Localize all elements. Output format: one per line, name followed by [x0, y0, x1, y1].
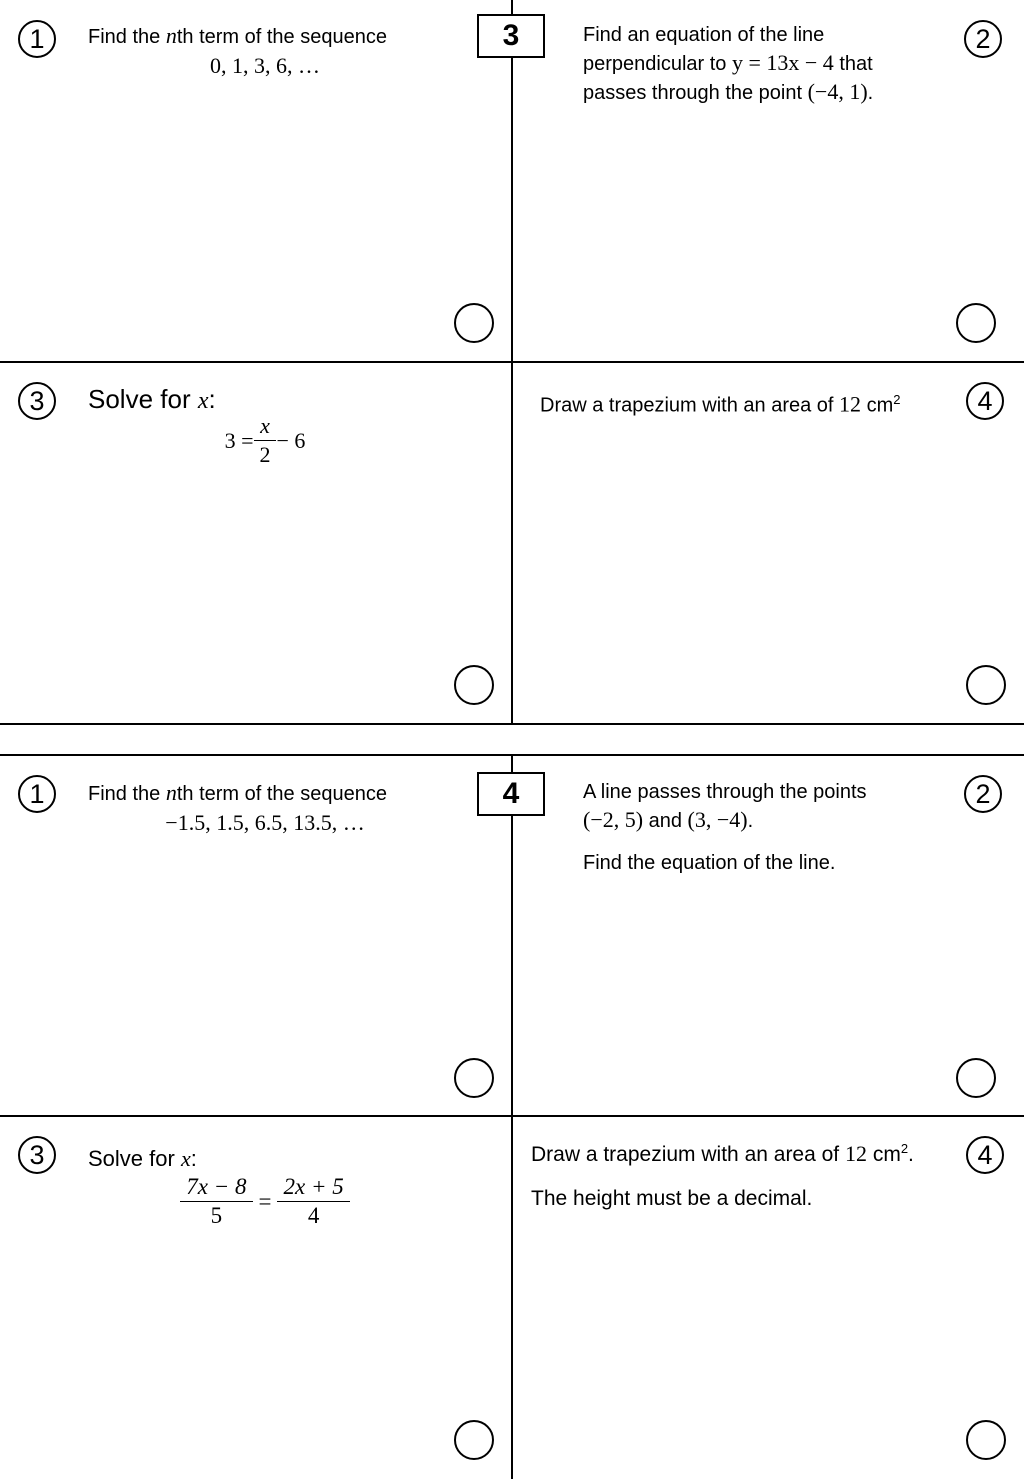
question-3-label [88, 1145, 197, 1172]
q1-text-b: th term of the sequence [176, 26, 387, 48]
question-number-1 [18, 775, 56, 813]
q4-area-value: 12 [844, 1141, 867, 1166]
question-4-text [531, 1135, 914, 1212]
q2-point-1: (−2, 5) [583, 807, 644, 832]
answer-circle-q1[interactable] [454, 303, 494, 343]
q2-line-2 [583, 49, 873, 78]
q4-unit: cm [861, 394, 894, 417]
divider-set-b-vertical [511, 755, 513, 1479]
answer-circle-q2[interactable] [956, 303, 996, 343]
question-1-text [88, 22, 387, 51]
question-number-label: 3 [29, 385, 45, 416]
q3-label-pre: Solve for [88, 1146, 181, 1171]
q2-line-2-post: that [833, 53, 873, 75]
question-number-2 [964, 20, 1002, 58]
q3-fraction-den: 2 [259, 442, 271, 467]
question-number-3 [18, 1136, 56, 1174]
q3-lhs: 3 = [224, 427, 254, 453]
q2-line-2 [583, 806, 867, 835]
q3-fraction-right [277, 1174, 349, 1229]
question-number-label: 4 [977, 1139, 993, 1170]
question-1-text [88, 779, 387, 808]
q4-unit-exponent: 2 [893, 392, 901, 407]
q2-line-1: Find an equation of the line [583, 24, 825, 46]
divider-set-a-vertical [511, 0, 513, 724]
answer-circle-q2[interactable] [956, 1058, 996, 1098]
set-number: 4 [502, 777, 520, 810]
q1-text-a: Find the [88, 26, 166, 48]
question-number-label: 1 [29, 23, 45, 54]
q4-unit: cm [866, 1143, 901, 1166]
question-4-text [540, 386, 900, 420]
answer-circle-q4[interactable] [966, 665, 1006, 705]
q1-text-a: Find the [88, 783, 166, 805]
q3-fraction [254, 413, 277, 468]
q2-line-3: Find the equation of the line. [583, 852, 836, 874]
q3-var: x [180, 1146, 191, 1171]
question-3-equation [190, 413, 340, 468]
q3-label-post: : [208, 384, 216, 414]
q2-line-3-point: (−4, 1) [807, 79, 868, 104]
q1-var: n [165, 780, 177, 805]
q3-left-num: 7x − 8 [180, 1174, 252, 1202]
q4-text-post: . [908, 1143, 914, 1166]
q2-line-1: A line passes through the points [583, 781, 867, 803]
q2-line-2-pre: perpendicular to [583, 53, 732, 75]
q3-equals: = [258, 1188, 272, 1214]
q3-left-den: 5 [210, 1203, 223, 1228]
question-number-label: 1 [29, 778, 45, 809]
question-3-equation [150, 1174, 380, 1229]
q3-var: x [197, 388, 209, 414]
answer-circle-q3[interactable] [454, 665, 494, 705]
q4-text: Draw a trapezium with an area of [531, 1143, 845, 1166]
q4-area-value: 12 [839, 391, 862, 417]
question-number-4 [966, 382, 1004, 420]
question-number-label: 2 [975, 778, 991, 809]
q2-line-3-post: . [867, 82, 874, 104]
question-number-2 [964, 775, 1002, 813]
q1-text-b: th term of the sequence [176, 783, 387, 805]
set-number-box [477, 14, 545, 58]
q2-line-3-pre: passes through the point [583, 82, 808, 104]
question-2-text [583, 22, 873, 107]
question-number-label: 2 [975, 23, 991, 54]
q3-right-num: 2x + 5 [277, 1174, 349, 1202]
question-number-4 [966, 1136, 1004, 1174]
answer-circle-q3[interactable] [454, 1420, 494, 1460]
q1-var: n [165, 23, 177, 48]
question-number-label: 3 [29, 1139, 45, 1170]
q3-rhs: − 6 [276, 427, 306, 453]
q2-point-2: (3, −4) [687, 807, 748, 832]
question-number-1 [18, 20, 56, 58]
q4-line-2: The height must be a decimal. [531, 1187, 813, 1210]
question-1-sequence: 0, 1, 3, 6, … [210, 53, 320, 78]
q3-label-pre: Solve for [88, 384, 198, 414]
question-number-label: 4 [977, 385, 993, 416]
question-number-3 [18, 382, 56, 420]
q4-unit-exponent: 2 [900, 1141, 909, 1156]
question-3-label [88, 386, 216, 415]
question-1-sequence: −1.5, 1.5, 6.5, 13.5, … [165, 810, 365, 835]
q4-text: Draw a trapezium with an area of [540, 394, 840, 417]
q2-line-3 [583, 78, 873, 107]
answer-circle-q4[interactable] [966, 1420, 1006, 1460]
question-2-text [583, 779, 867, 877]
q3-fraction-left [180, 1174, 252, 1229]
set-number: 3 [502, 19, 520, 52]
q2-line-2-equation: y = 13x − 4 [731, 50, 834, 75]
q2-and: and [643, 810, 688, 832]
set-number-box [477, 772, 545, 816]
q3-right-den: 4 [307, 1203, 320, 1228]
q3-label-post: : [190, 1146, 197, 1171]
q3-fraction-num: x [254, 413, 276, 441]
q4-line-1 [531, 1135, 914, 1168]
answer-circle-q1[interactable] [454, 1058, 494, 1098]
q2-line-2-post: . [747, 810, 754, 832]
